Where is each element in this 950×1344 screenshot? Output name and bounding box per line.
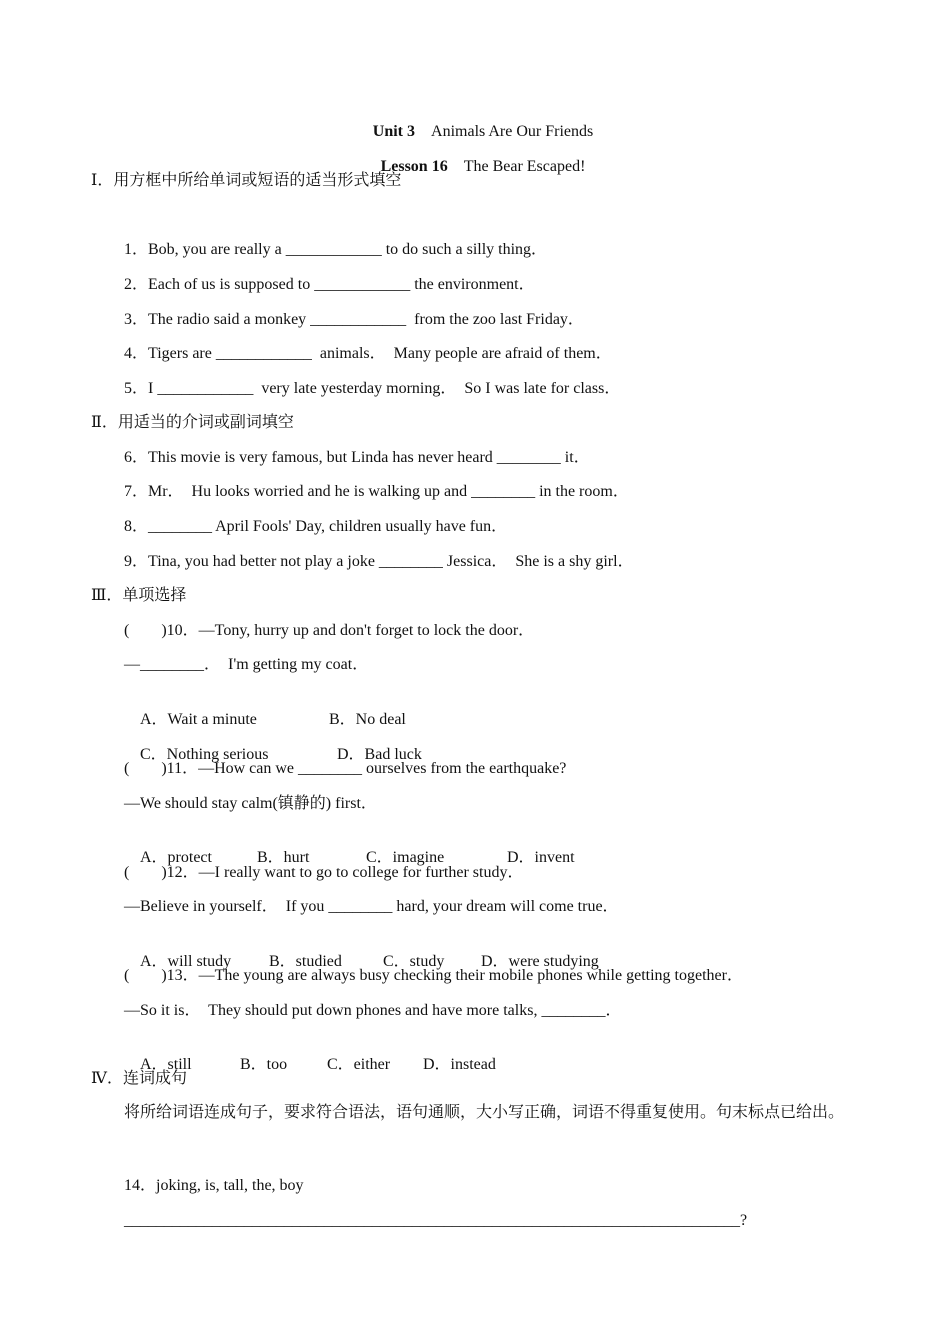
option-a: A．Wait a minute bbox=[140, 711, 257, 728]
option-b: B．hurt bbox=[257, 849, 310, 866]
option-d: D．instead bbox=[423, 1056, 496, 1073]
lesson-label: Lesson 16 bbox=[380, 158, 448, 175]
option-d: D．Bad luck bbox=[337, 746, 422, 763]
section-4-instruction: 将所给词语连成句子，要求符合语法，语句通顺，大小写正确，词语不得重复使用。句末标点已给出。 bbox=[124, 1104, 845, 1121]
lesson-title: The Bear Escaped! bbox=[463, 158, 586, 175]
question-3: 3．The radio said a monkey ____________ from the zoo last Friday． bbox=[124, 311, 584, 328]
question-6: 6．This movie is very famous, but Linda has never heard ________ it． bbox=[124, 449, 590, 466]
option-b: B．No deal bbox=[329, 711, 406, 728]
question-13-reply: —So it is． They should put down phones and have more talks, ________． bbox=[124, 1002, 622, 1019]
option-d: D．were studying bbox=[481, 953, 599, 970]
question-10-reply: —________． I'm getting my coat． bbox=[124, 656, 369, 673]
question-12-stem: ( )12．—I really want to go to college for further study． bbox=[124, 864, 524, 881]
unit-title: Animals Are Our Friends bbox=[431, 123, 594, 140]
option-c: C．Nothing serious bbox=[140, 746, 269, 763]
question-11-stem: ( )11．—How can we ________ ourselves from the earthquake? bbox=[124, 760, 567, 777]
question-7: 7．Mr． Hu looks worried and he is walking up and ________ in the room． bbox=[124, 483, 629, 500]
option-a: A．still bbox=[140, 1056, 192, 1073]
question-2: 2．Each of us is supposed to ____________ the environment． bbox=[124, 276, 535, 293]
question-1: 1．Bob, you are really a ____________ to do such a silly thing． bbox=[124, 241, 548, 258]
section-2-title: Ⅱ．用适当的介词或副词填空 bbox=[91, 414, 294, 431]
question-11-reply: —We should stay calm(镇静的) first． bbox=[124, 795, 377, 812]
option-b: B．too bbox=[240, 1056, 288, 1073]
section-1-title: Ⅰ．用方框中所给单词或短语的适当形式填空 bbox=[91, 172, 402, 189]
question-12-reply: —Believe in yourself． If you ________ hard, your dream will come true． bbox=[124, 898, 619, 915]
option-a: A．will study bbox=[140, 953, 232, 970]
question-9: 9．Tina, you had better not play a joke ________ Jessica． She is a shy girl． bbox=[124, 553, 634, 570]
question-8: 8．________ April Fools' Day, children usually have fun． bbox=[124, 518, 508, 535]
question-13-stem: ( )13．—The young are always busy checking their mobile phones while getting together． bbox=[124, 967, 743, 984]
option-d: D．invent bbox=[507, 849, 575, 866]
unit-label: Unit 3 bbox=[372, 123, 415, 140]
question-10-stem: ( )10．—Tony, hurry up and don't forget to lock the door． bbox=[124, 622, 535, 639]
option-b: B．studied bbox=[269, 953, 342, 970]
section-3-title: Ⅲ．单项选择 bbox=[91, 587, 187, 604]
option-a: A．protect bbox=[140, 849, 212, 866]
question-14: 14．joking, is, tall, the, boy bbox=[124, 1177, 304, 1194]
option-c: C．study bbox=[383, 953, 445, 970]
question-5: 5．I ____________ very late yesterday morning． So I was late for class． bbox=[124, 380, 621, 397]
section-4-title: Ⅳ．连词成句 bbox=[91, 1070, 187, 1087]
question-14-answer-line: _____________________________________________________________________________? bbox=[124, 1212, 748, 1229]
question-4: 4．Tigers are ____________ animals． Many people are afraid of them． bbox=[124, 345, 612, 362]
option-c: C．either bbox=[327, 1056, 391, 1073]
option-c: C．imagine bbox=[366, 849, 445, 866]
